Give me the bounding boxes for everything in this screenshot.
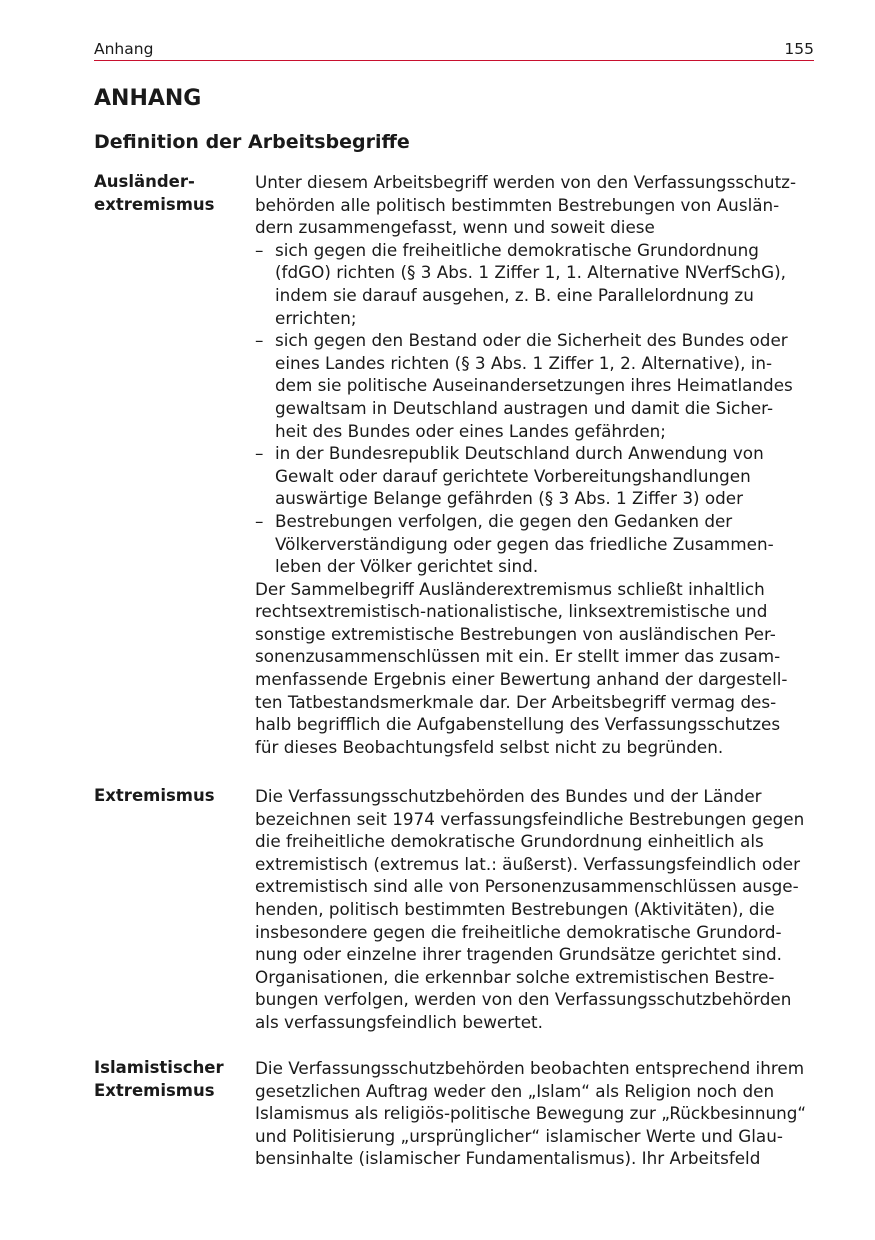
text-line: heit des Bundes oder eines Landes gefährden;	[275, 420, 666, 441]
term-label	[94, 785, 244, 808]
text-line: errichten;	[275, 307, 357, 328]
text-line: extremistisch sind alle von Personenzusammenschlüssen ausge-	[255, 876, 799, 897]
list-item	[255, 510, 814, 578]
text-line: halb begrifflich die Aufgabenstellung des Verfassungsschutzes	[255, 714, 781, 735]
text-line: Islamismus als religiös-politische Bewegung zur „Rückbesinnung“	[255, 1103, 807, 1124]
term-label	[94, 1057, 244, 1102]
text-line: leben der Völker gerichtet sind.	[275, 556, 539, 577]
text-line: – sich gegen den Bestand oder die Sicherheit des Bundes oder	[275, 330, 788, 351]
header-section-label: Anhang	[94, 40, 154, 58]
text-line: für dieses Beobachtungsfeld selbst nicht zu begründen.	[255, 736, 724, 757]
text-line: Unter diesem Arbeitsbegriff werden von den Verfassungsschutz-	[255, 172, 797, 192]
definition-text	[255, 171, 814, 758]
text-line: behörden alle politisch bestimmten Bestrebungen von Auslän-	[255, 194, 780, 215]
text-line: sonstige extremistische Bestrebungen von ausländischen Per-	[255, 623, 776, 644]
text-line: gewaltsam in Deutschland austragen und damit die Sicher-	[275, 397, 774, 418]
term-line: Islamistischer	[94, 1058, 224, 1077]
text-line: dem sie politische Auseinandersetzungen ihres Heimatlandes	[275, 375, 793, 396]
text-line: eines Landes richten (§ 3 Abs. 1 Ziffer 1, 2. Alternative), in-	[275, 352, 773, 373]
text-line: Der Sammelbegriff Ausländerextremismus schließt inhaltlich	[255, 578, 765, 599]
text-line: sonenzusammenschlüssen mit ein. Er stellt immer das zusam-	[255, 646, 781, 667]
section-title: Definition der Arbeitsbegriffe	[94, 131, 410, 153]
term-line: Extremismus	[94, 786, 215, 805]
summary-paragraph	[255, 578, 814, 759]
definition-text	[255, 785, 814, 1034]
term-label	[94, 171, 244, 216]
text-line: insbesondere gegen die freiheitliche demokratische Grundord-	[255, 921, 782, 942]
text-line: dern zusammengefasst, wenn und soweit diese	[255, 217, 655, 238]
text-line: rechtsextremistisch-nationalistische, linksextremistische und	[255, 601, 768, 622]
text-line: ten Tatbestandsmerkmale dar. Der Arbeitsbegriff vermag des-	[255, 691, 777, 712]
intro-paragraph	[255, 1057, 814, 1170]
text-line: nung oder einzelne ihrer tragenden Grundsätze gerichtet sind.	[255, 944, 782, 965]
text-line: – Bestrebungen verfolgen, die gegen den Gedanken der	[275, 510, 733, 531]
term-line: Ausländer-	[94, 172, 195, 191]
text-line: auswärtige Belange gefährden (§ 3 Abs. 1 Ziffer 3) oder	[275, 488, 744, 509]
text-line: bezeichnen seit 1974 verfassungsfeindliche Bestrebungen gegen	[255, 808, 805, 829]
list-item	[255, 329, 814, 442]
text-line: extremistisch (extremus lat.: äußerst). Verfassungsfeindlich oder	[255, 853, 801, 874]
definition-text	[255, 1057, 814, 1170]
text-line: bensinhalte (islamischer Fundamentalismus). Ihr Arbeitsfeld	[255, 1148, 761, 1169]
text-line: bungen verfolgen, werden von den Verfassungsschutzbehörden	[255, 989, 792, 1010]
text-line: Gewalt oder darauf gerichtete Vorbereitungshandlungen	[275, 465, 751, 486]
text-line: Die Verfassungsschutzbehörden beobachten entsprechend ihrem	[255, 1058, 805, 1078]
text-line: – in der Bundesrepublik Deutschland durch Anwendung von	[275, 443, 764, 464]
text-line: Die Verfassungsschutzbehörden des Bundes und der Länder	[255, 786, 762, 806]
criteria-list	[255, 239, 814, 578]
chapter-title: ANHANG	[94, 86, 202, 111]
text-line: gesetzlichen Auftrag weder den „Islam“ als Religion noch den	[255, 1080, 775, 1101]
text-line: als verfassungsfeindlich bewertet.	[255, 1011, 543, 1032]
text-line: die freiheitliche demokratische Grundordnung einheitlich als	[255, 831, 764, 852]
text-line: (fdGO) richten (§ 3 Abs. 1 Ziffer 1, 1. Alternative NVerfSchG),	[275, 262, 786, 283]
term-line: extremismus	[94, 194, 215, 214]
text-line: – sich gegen die freiheitliche demokratische Grundordnung	[275, 239, 759, 260]
term-line: Extremismus	[94, 1080, 215, 1100]
text-line: Organisationen, die erkennbar solche extremistischen Bestre-	[255, 966, 775, 987]
intro-paragraph	[255, 785, 814, 1034]
page-number: 155	[784, 40, 814, 58]
list-item	[255, 239, 814, 329]
text-line: henden, politisch bestimmten Bestrebungen (Aktivitäten), die	[255, 898, 775, 919]
running-header	[94, 40, 814, 61]
text-line: menfassende Ergebnis einer Bewertung anhand der dargestell-	[255, 669, 788, 690]
intro-paragraph	[255, 171, 814, 239]
text-line: indem sie darauf ausgehen, z. B. eine Parallelordnung zu	[275, 284, 754, 305]
text-line: und Politisierung „ursprünglicher“ islamischer Werte und Glau-	[255, 1125, 783, 1146]
list-item	[255, 442, 814, 510]
text-line: Völkerverständigung oder gegen das friedliche Zusammen-	[275, 533, 774, 554]
